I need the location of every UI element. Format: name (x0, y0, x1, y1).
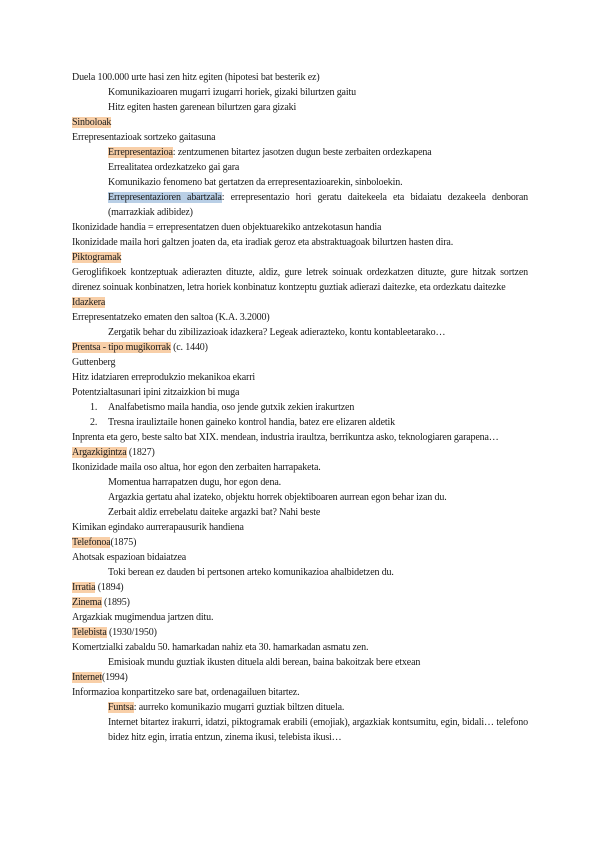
section-heading-irratia (72, 580, 528, 595)
list-text: Analfabetismo maila handia, oso jende gutxik zekien irakurtzen (108, 402, 355, 413)
heading-date: (1895) (101, 597, 130, 608)
text-line: Komunikazioaren mugarri izugarri horiek, gizaki bilurtzen gaitu (108, 87, 356, 98)
text-paragraph: Internet bitartez irakurri, idatzi, piktogramak erabili (emojiak), argazkiak kontsumitu, egin, bidali… telefono bidez hitz egin, irratia entzun, zinema ikusi, telebista ikusi… (108, 717, 528, 743)
text-line: Duela 100.000 urte hasi zen hitz egiten (hipotesi bat besterik ez) (72, 72, 320, 83)
text-line: Emisioak mundu guztiak ikusten dituela aldi berean, baina bakoitzak bere etxean (108, 657, 421, 668)
text-line: Komunikazio fenomeno bat gertatzen da errepresentazioarekin, sinboloekin. (108, 177, 403, 188)
heading-date: (1930/1950) (106, 627, 157, 638)
text-line: Momentua harrapatzen dugu, hor egon dena. (108, 477, 281, 488)
term-highlight-blue: Errepresentazioren abartzala (108, 192, 222, 203)
text-line: Errealitatea ordezkatzeko gai gara (108, 162, 240, 173)
heading-highlight: Zinema (72, 597, 102, 608)
text-line: Hitz idatziaren erreprodukzio mekanikoa ekarri (72, 372, 256, 383)
list-item (72, 400, 528, 415)
term-highlight: Funtsa (108, 702, 134, 713)
text-paragraph: Geroglifikoek kontzeptuak adierazten dituzte, aldiz, gure letrek soinuak ordezkatzen dituzte, gure hitzak sortzen direnez soinuak konbinatzen, letra horiek konbinatuz kontzeptu guztiak adierazi daitezke, eta ordezkatu daitezke (72, 267, 528, 293)
text-line: Informazioa konpartitzeko sare bat, ordenagailuen bitartez. (72, 687, 300, 698)
list-text: Tresna irauliztaile honen gaineko kontrol handia, batez ere elizaren aldetik (108, 417, 395, 428)
document-page (72, 70, 528, 745)
list-item (72, 415, 528, 430)
text-line (72, 700, 528, 715)
section-heading-argazkigintza (72, 445, 528, 460)
text-line: Komertzialki zabaldu 50. hamarkadan nahiz eta 30. hamarkadan asmatu zen. (72, 642, 369, 653)
text-line: Argazkia gertatu ahal izateko, objektu horrek objektiboaren aurrean egon behar izan du. (108, 492, 447, 503)
heading-highlight: Internet (72, 672, 102, 683)
section-heading-piktogramak (72, 250, 528, 265)
text-line: Errepresentazioak sortzeko gaitasuna (72, 132, 216, 143)
heading-highlight: Telefonoa (72, 537, 111, 548)
section-heading-internet (72, 670, 528, 685)
heading-date: (1827) (126, 447, 155, 458)
text-line: Argazkiak mugimendua jartzen ditu. (72, 612, 214, 623)
text-line (72, 145, 528, 160)
section-heading-telebista (72, 625, 528, 640)
list-number: 2. (90, 417, 98, 428)
text-paragraph: Inprenta eta gero, beste salto bat XIX. mendean, industria iraultza, berrikuntza asko, teknologiaren garapena… (72, 432, 499, 443)
heading-date: (1894) (95, 582, 124, 593)
text-line: Ikonizidade maila oso altua, hor egon den zerbaiten harrapaketa. (72, 462, 321, 473)
section-heading-prentsa (72, 340, 528, 355)
term-highlight: Errepresentazioa (108, 147, 173, 158)
text-line: Potentzialtasunari ipini zitzaizkion bi muga (72, 387, 240, 398)
text-line: Toki berean ez dauden bi pertsonen arteko komunikazioa ahalbidetzen du. (108, 567, 394, 578)
text-line: Zerbait aldiz errebelatu daiteke argazki bat? Nahi beste (108, 507, 321, 518)
section-heading-zinema (72, 595, 528, 610)
heading-highlight: Irratia (72, 582, 96, 593)
heading-highlight: Sinboloak (72, 117, 112, 128)
heading-highlight: Argazkigintza (72, 447, 127, 458)
term-definition: : aurreko komunikazio mugarri guztiak biltzen dituela. (133, 702, 345, 713)
heading-date: (1994) (101, 672, 128, 683)
text-line: Ikonizidade maila hori galtzen joaten da, eta iradiak geroz eta abstraktuagoak bilurtzen hasten dira. (72, 237, 454, 248)
text-line: Kimikan egindako aurrerapausurik handiena (72, 522, 244, 533)
heading-highlight: Telebista (72, 627, 107, 638)
heading-date: (1875) (110, 537, 137, 548)
heading-highlight: Piktogramak (72, 252, 122, 263)
text-paragraph (72, 190, 528, 220)
section-heading-sinboloak (72, 115, 528, 130)
heading-highlight: Idazkera (72, 297, 106, 308)
text-line: Hitz egiten hasten garenean bilurtzen gara gizaki (108, 102, 297, 113)
text-line: Ikonizidade handia = errepresentatzen duen objektuarekiko antzekotasun handia (72, 222, 382, 233)
list-number: 1. (90, 402, 98, 413)
section-heading-telefonoa (72, 535, 528, 550)
section-heading-idazkera (72, 295, 528, 310)
text-line: Ahotsak espazioan bidaiatzea (72, 552, 187, 563)
text-line: Guttenberg (72, 357, 116, 368)
term-definition: : zentzumenen bitartez jasotzen dugun beste zerbaiten ordezkapena (172, 147, 432, 158)
text-line: Zergatik behar du zibilizazioak idazkera? Legeak adierazteko, kontu kontableetarako… (108, 327, 446, 338)
heading-date: (c. 1440) (170, 342, 208, 353)
term-definition: : errepresentazio hori geratu daitekeela eta bidaiatu dezakeela denboran (marrazkiak adibidez) (108, 192, 529, 218)
text-line: Errepresentatzeko ematen den saltoa (K.A. 3.2000) (72, 312, 270, 323)
heading-highlight: Prentsa - tipo mugikorrak (72, 342, 171, 353)
